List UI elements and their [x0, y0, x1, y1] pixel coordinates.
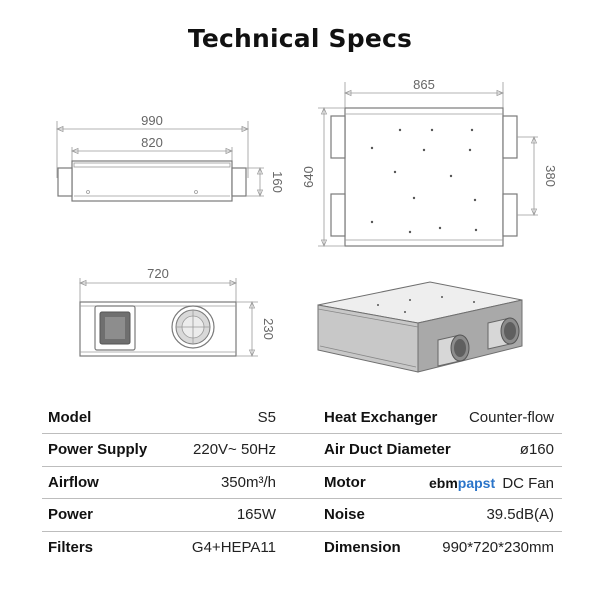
ebmpapst-logo: ebmpapst [429, 474, 496, 491]
spec-label-airflow: Airflow [48, 473, 99, 491]
dim-side-height: 160 [270, 171, 285, 193]
isometric-view-drawing [318, 282, 522, 372]
spec-label-motor: Motor [324, 473, 366, 491]
spec-label-power: Power [48, 506, 94, 524]
spec-value-filters: G4+HEPA11 [191, 538, 276, 556]
specs-table [42, 402, 562, 563]
spec-value-power-supply: 220V~ 50Hz [193, 441, 276, 459]
spec-value-heat-exchanger: Counter-flow [468, 409, 554, 426]
motor-type: DC Fan [502, 474, 554, 492]
side-view-drawing [57, 113, 285, 201]
spec-row [42, 499, 562, 531]
spec-label-noise: Noise [324, 506, 365, 524]
spec-label-heat-exchanger: Heat Exchanger [324, 409, 438, 426]
spec-label-air-duct-diameter: Air Duct Diameter [324, 441, 451, 459]
spec-value-model: S5 [257, 409, 276, 426]
top-view-drawing [301, 77, 558, 246]
spec-row [42, 467, 562, 499]
dim-top-width: 865 [413, 77, 435, 92]
spec-row [42, 434, 562, 466]
spec-value-power: 165W [236, 506, 276, 524]
page-title: Technical Specs [187, 24, 413, 53]
dim-top-port-spacing: 380 [543, 165, 558, 187]
spec-label-dimension: Dimension [324, 538, 401, 556]
front-view-drawing [80, 266, 276, 356]
spec-value-airflow: 350m³/h [220, 473, 276, 491]
dim-front-width: 720 [147, 266, 169, 281]
dim-top-depth: 640 [301, 166, 316, 188]
dim-front-height: 230 [261, 318, 276, 340]
spec-value-dimension: 990*720*230mm [442, 538, 554, 556]
spec-value-air-duct-diameter: ø160 [519, 441, 554, 459]
spec-row [42, 532, 562, 563]
spec-label-model: Model [48, 409, 92, 426]
dim-side-body: 820 [141, 135, 163, 150]
spec-label-power-supply: Power Supply [48, 441, 148, 459]
spec-value-motor [429, 474, 554, 493]
dim-side-overall: 990 [141, 113, 163, 128]
spec-value-noise: 39.5dB(A) [486, 506, 554, 524]
spec-label-filters: Filters [48, 538, 94, 556]
spec-row [42, 402, 562, 434]
